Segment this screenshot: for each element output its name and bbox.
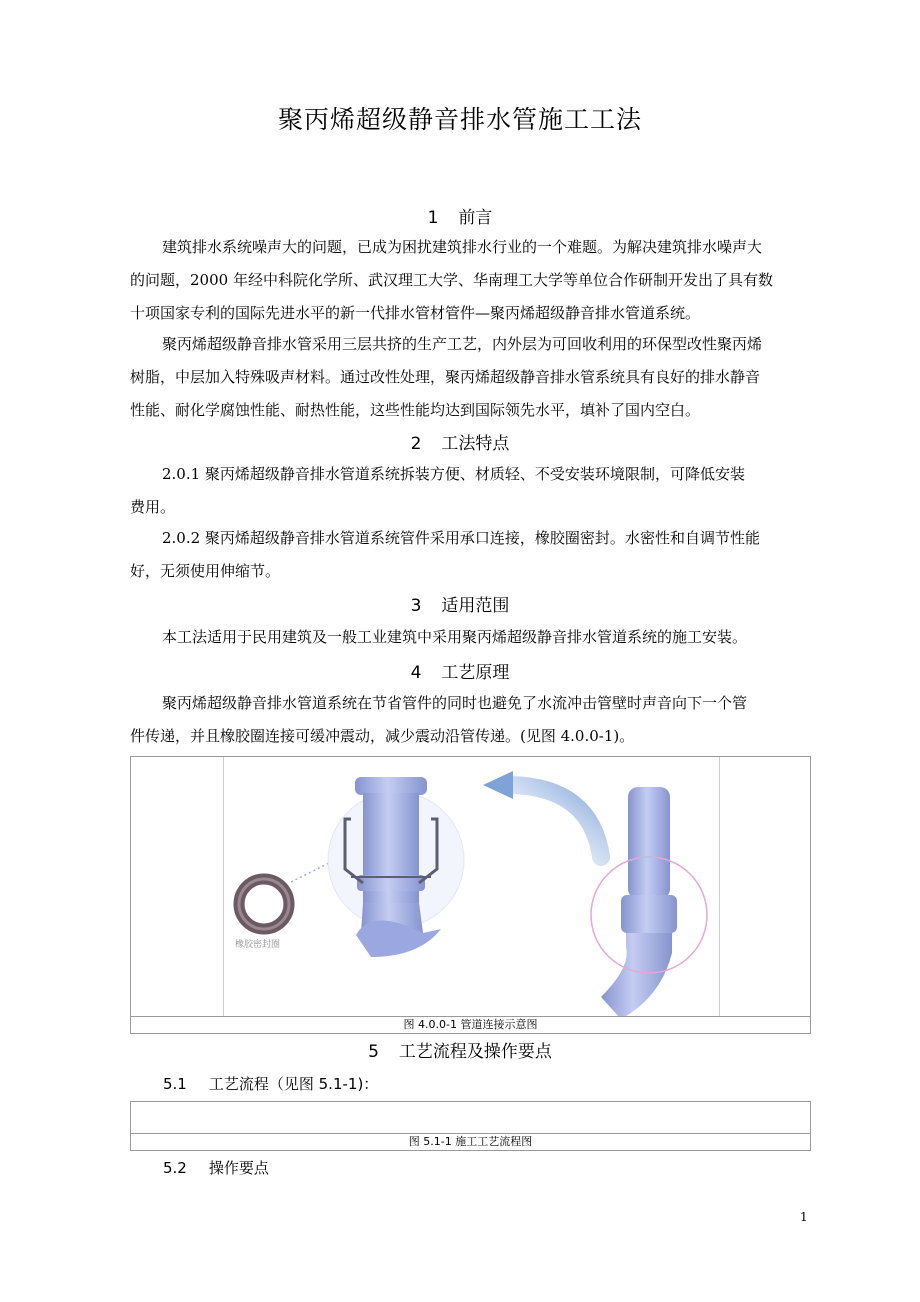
section-2-paragraph-1 [130, 458, 811, 524]
section-2-heading [0, 429, 920, 454]
text-line: 2.0.1 聚丙烯超级静音排水管道系统拆装方便、材质轻、不受安装环境限制，可降低安装 [162, 465, 745, 483]
section-number: 2 [410, 434, 422, 454]
section-number: 1 [427, 208, 439, 228]
text-line: 性能、耐化学腐蚀性能、耐热性能，这些性能均达到国际领先水平，填补了国内空白。 [130, 401, 701, 419]
section-3-heading [0, 591, 920, 616]
figure-label-rubber-ring: 橡胶密封圈 [235, 940, 281, 950]
text-line: 建筑排水系统噪声大的问题，已成为困扰建筑排水行业的一个难题。为解决建筑排水噪声大 [162, 238, 763, 256]
page-number: 1 [800, 1210, 808, 1224]
text-line: 树脂，中层加入特殊吸声材料。通过改性处理，聚丙烯超级静音排水管系统具有良好的排水静音 [130, 368, 761, 386]
section-number: 4 [410, 663, 422, 683]
text-line: 十项国家专利的国际先进水平的新一代排水管材管件—聚丙烯超级静音排水管道系统。 [130, 304, 701, 322]
section-3-paragraph-1 [130, 621, 811, 654]
subsection-title: 操作要点 [208, 1159, 269, 1177]
rubber-ring-icon [239, 879, 289, 929]
section-title: 工艺原理 [441, 663, 510, 683]
section-2-paragraph-2 [130, 522, 811, 588]
curved-arrow-icon [511, 785, 601, 857]
vertical-pipe-icon [601, 787, 677, 1016]
section-title: 工法特点 [441, 434, 510, 454]
pipe-connection-illustration [131, 757, 810, 1016]
subsection-title: 工艺流程（见图 5.1-1)： [208, 1075, 379, 1093]
subsection-5-2 [163, 1157, 269, 1178]
section-number: 5 [368, 1042, 379, 1062]
section-5-heading [0, 1037, 920, 1062]
text-line: 聚丙烯超级静音排水管采用三层共挤的生产工艺，内外层为可回收利用的环保型改性聚丙烯 [162, 335, 763, 353]
section-title: 适用范围 [441, 596, 510, 616]
subsection-5-1 [163, 1073, 378, 1094]
section-1-paragraph-1 [130, 231, 811, 330]
section-4-paragraph-1 [130, 687, 811, 753]
figure-pipe-connection [130, 756, 811, 1017]
figure-4-caption: 图 4.0.0-1 管道连接示意图 [130, 1016, 811, 1034]
text-line: 聚丙烯超级静音排水管道系统在节省管件的同时也避免了水流冲击管壁时声音向下一个管 [162, 694, 748, 712]
subsection-number: 5.1 [163, 1075, 187, 1093]
section-1-heading [0, 203, 920, 228]
figure-process-flow [130, 1101, 811, 1134]
text-line: 件传递，并且橡胶圈连接可缓冲震动，减少震动沿管传递。(见图 4.0.0-1)。 [130, 727, 635, 745]
section-number: 3 [410, 596, 422, 616]
text-line: 费用。 [130, 498, 176, 516]
text-line: 好，无须使用伸缩节。 [130, 562, 281, 580]
figure-5-caption: 图 5.1-1 施工工艺流程图 [130, 1133, 811, 1151]
section-title: 前言 [458, 208, 493, 228]
section-title: 工艺流程及操作要点 [398, 1042, 552, 1062]
text-line: 2.0.2 聚丙烯超级静音排水管道系统管件采用承口连接，橡胶圈密封。水密性和自调节性能 [162, 529, 760, 547]
section-4-heading [0, 658, 920, 683]
text-line: 本工法适用于民用建筑及一般工业建筑中采用聚丙烯超级静音排水管道系统的施工安装。 [162, 628, 748, 646]
text-line: 的问题，2000 年经中科院化学所、武汉理工大学、华南理工大学等单位合作研制开发出了具有数 [130, 271, 773, 289]
section-1-paragraph-2 [130, 328, 811, 427]
document-title: 聚丙烯超级静音排水管施工工法 [277, 105, 642, 134]
subsection-number: 5.2 [163, 1159, 187, 1177]
arrow-head-icon [483, 771, 513, 799]
